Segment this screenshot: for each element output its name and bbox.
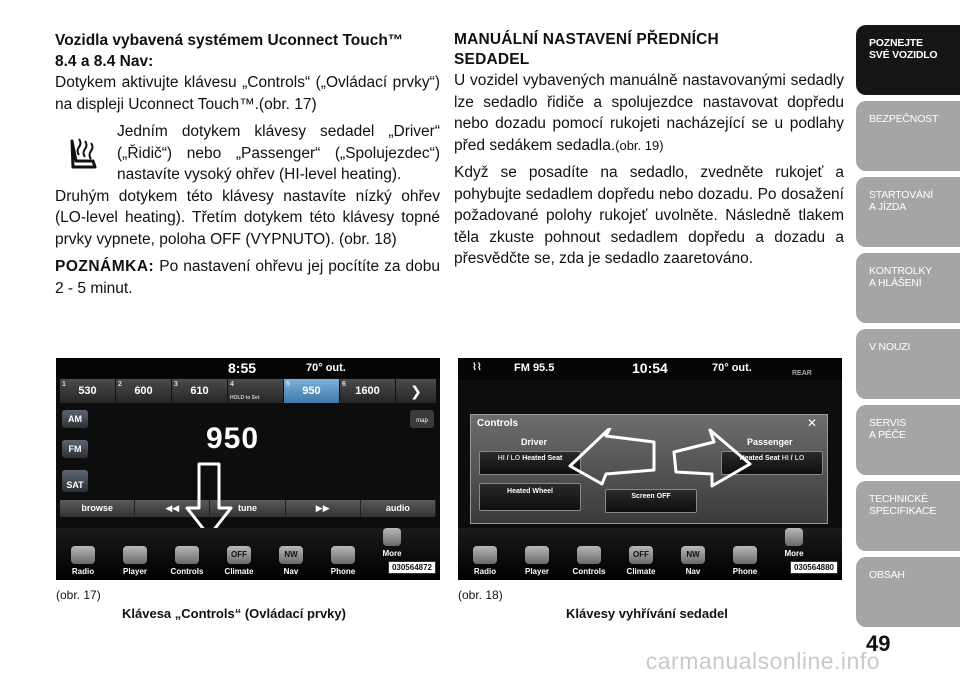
phone-icon [733,546,757,564]
fm-button[interactable]: FM [62,440,88,458]
tab-warning-lights[interactable]: KONTROLKY A HLÁŠENÍ [856,253,960,323]
current-frequency: 950 [206,422,260,455]
paragraph: U vozidel vybavených manuálně nastavovanými sedadly lze sedadlo řidiče a spolujezdce nastavovat dopředu nebo dozadu pomocí rukojeti nacházející se u podlahy před sedákem sedadla.(obr. 19) [454,72,844,154]
am-button[interactable]: AM [62,410,88,428]
player-icon [123,546,147,564]
paragraph: Když se posadíte na sedadlo, zvedněte rukojeť a pohybujte sedadlem dopředu nebo dozadu. Po dosažení požadované polohy rukojeť uvolněte. Následně tlakem těla zkuste pohnout sedadlem dopředu a dozadu a přesvědčte se, zda je sedadlo zaaretováno. [454,164,844,267]
left-column [55,30,440,305]
dock-controls[interactable]: Controls [164,546,210,576]
tab-contents[interactable]: OBSAH [856,557,960,627]
tune-bar [60,500,436,517]
tab-know-your-vehicle[interactable]: POZNEJTE SVÉ VOZIDLO [856,25,960,95]
dock [56,528,440,580]
tab-service[interactable]: SERVIS A PÉČE [856,405,960,475]
figure-17-caption: Klávesa „Controls“ (Ovládací prvky) [122,606,346,621]
radio-icon [71,546,95,564]
arrow-left-icon [568,428,658,488]
tab-safety[interactable]: BEZPEČNOST [856,101,960,171]
clock: 10:54 [632,360,668,376]
audio-button[interactable]: audio [361,500,436,517]
page-number: 49 [866,631,891,656]
seek-forward-button[interactable]: ▶▶ [286,500,361,517]
figure-17-screen [56,358,440,580]
browse-button[interactable]: browse [60,500,135,517]
figure-18-screen [458,358,842,580]
heated-seat-icon [63,133,105,175]
tune-button[interactable]: tune [210,500,285,517]
dock-climate[interactable]: OFF Climate [216,546,262,576]
seat-heater-paragraph [55,121,440,186]
dock-more[interactable]: More [774,528,814,558]
note-label: POZNÁMKA: [55,258,155,275]
close-icon[interactable]: ✕ [806,416,817,430]
figure-17-ref: (obr. 17) [56,588,101,602]
preset-button[interactable]: 3 610 [172,379,228,403]
station-label: FM 95.5 [514,362,555,374]
paragraph: Druhým dotykem této klávesy nastavíte nízký ohřev (LO-level heating). Třetím dotykem této klávesy topné prvky vypnete, poloha OFF (VYPNUTO). (obr. 18) [55,187,440,248]
dock-radio[interactable]: Radio [462,546,508,576]
passenger-heated-seat-button[interactable]: Heated Seat HI / LO [721,451,823,475]
dock-phone[interactable]: Phone [320,546,366,576]
seek-back-button[interactable]: ◀◀ [135,500,210,517]
preset-button[interactable]: 4 HOLD to Set [228,379,284,403]
figure-ref: (obr. 19) [615,137,664,153]
plus-icon [383,528,401,546]
dock-more[interactable]: More [372,528,412,558]
arrow-right-icon [672,426,752,488]
figure-code: 030564880 [790,561,838,574]
tab-specifications[interactable]: TECHNICKÉ SPECIFIKACE [856,481,960,551]
dock-controls[interactable]: Controls [566,546,612,576]
status-bar [458,358,842,380]
chevron-right-icon[interactable]: ❯ [410,383,422,399]
clock: 8:55 [228,360,257,376]
note [55,256,440,299]
climate-icon: OFF [227,546,251,564]
dock-radio[interactable]: Radio [60,546,106,576]
tab-starting-driving[interactable]: STARTOVÁNÍ A JÍZDA [856,177,960,247]
preset-button[interactable]: 6 1600 [340,379,396,403]
sat-button[interactable]: SAT [62,470,88,492]
section-heading: MANUÁLNÍ NASTAVENÍ PŘEDNÍCH SEDADEL [454,31,719,68]
preset-bar [60,379,436,403]
rear-defrost-label: REAR [792,370,812,377]
driver-label: Driver [521,437,548,447]
screen-off-button[interactable]: Screen OFF [605,489,697,513]
dock-nav[interactable]: NW Nav [268,546,314,576]
heated-wheel-button[interactable]: Heated Wheel [479,483,581,511]
outside-temp: 70° out. [712,362,752,374]
figure-18-caption: Klávesy vyhřívání sedadel [566,606,728,621]
controls-icon [577,546,601,564]
preset-button[interactable]: 2 600 [116,379,172,403]
dock [458,528,842,580]
climate-icon: OFF [629,546,653,564]
figure-18-ref: (obr. 18) [458,588,503,602]
outside-temp: 70° out. [306,362,346,374]
paragraph: Jedním dotykem klávesy sedadel „Driver“ („Řidič“) nebo „Passenger“ („Spolujezdec“) nastavíte vysoký ohřev (HI-level heating). [117,123,440,183]
panel-title: Controls [477,418,519,429]
figure-code: 030564872 [388,561,436,574]
dock-climate[interactable]: OFF Climate [618,546,664,576]
phone-icon [331,546,355,564]
paragraph: Dotykem aktivujte klávesu „Controls“ („Ovládací prvky“) na displeji Uconnect Touch™.(obr. 17) [55,74,440,113]
chapter-sidebar [856,25,960,625]
dock-player[interactable]: Player [514,546,560,576]
preset-button[interactable]: 1 530 [60,379,116,403]
controls-icon [175,546,199,564]
map-button[interactable]: map [410,410,434,428]
driver-heated-seat-button[interactable]: HI / LO Heated Seat [479,451,581,475]
radio-icon [473,546,497,564]
nav-icon: NW [681,546,705,564]
status-bar [56,358,440,378]
section-heading: Vozidla vybavená systémem Uconnect Touch™ 8.4 a 8.4 Nav: [55,32,404,70]
player-icon [525,546,549,564]
preset-button-active[interactable]: 5 950 [284,379,340,403]
dock-phone[interactable]: Phone [722,546,768,576]
passenger-label: Passenger [747,437,793,447]
watermark: carmanualsonline.info [645,648,880,674]
note-text: Po nastavení ohřevu jej pocítíte za dobu 2 - 5 minut. [55,258,441,297]
nav-icon: NW [279,546,303,564]
right-column [454,30,844,276]
dock-player[interactable]: Player [112,546,158,576]
plus-icon [785,528,803,546]
seat-status-icon: ⌇⌇ [472,362,482,373]
dock-nav[interactable]: NW Nav [670,546,716,576]
tab-emergency[interactable]: V NOUZI [856,329,960,399]
